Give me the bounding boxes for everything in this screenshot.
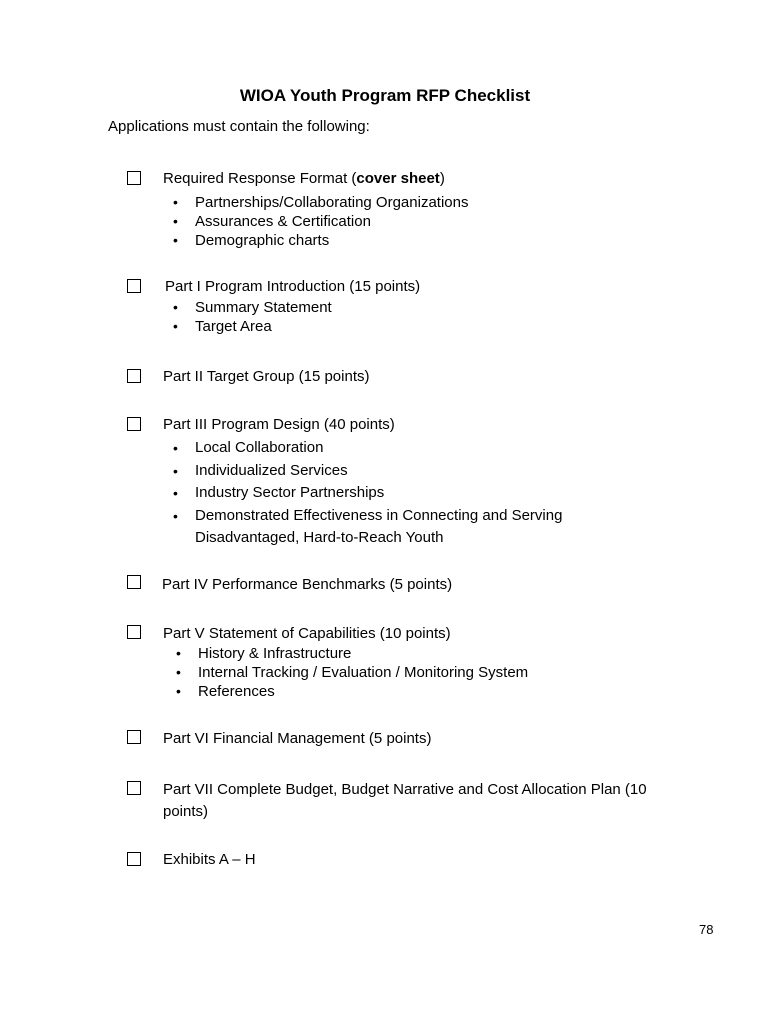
- item-label: Part IV Performance Benchmarks (5 points): [162, 576, 453, 593]
- checkbox-part-5[interactable]: [127, 625, 141, 639]
- list-item: • Industry Sector Partnerships: [163, 482, 643, 505]
- sub-list: [166, 644, 646, 701]
- item-label: [163, 168, 683, 190]
- list-item: • Demonstrated Effectiveness in Connecting and Serving Disadvantaged, Hard-to-Reach Youth: [163, 505, 595, 550]
- list-item: • Individualized Services: [163, 460, 643, 483]
- item-label: Part VI Financial Management (5 points): [163, 730, 432, 747]
- page-title: WIOA Youth Program RFP Checklist: [239, 86, 531, 105]
- list-item: • Local Collaboration: [163, 437, 643, 460]
- list-item: • Partnerships/Collaborating Organizations: [163, 193, 643, 212]
- item-label: Part II Target Group (15 points): [163, 368, 370, 385]
- list-item: • Summary Statement: [163, 298, 643, 317]
- checkbox-cover-sheet[interactable]: [127, 171, 141, 185]
- checkbox-part-2[interactable]: [127, 369, 141, 383]
- list-item: • Internal Tracking / Evaluation / Monitoring System: [166, 663, 646, 682]
- sub-list: [163, 193, 643, 250]
- checkbox-part-6[interactable]: [127, 730, 141, 744]
- sub-list: [163, 298, 643, 336]
- item-label: Part V Statement of Capabilities (10 points): [163, 625, 451, 642]
- list-item: • References: [166, 682, 646, 701]
- item-label: Part VII Complete Budget, Budget Narrative and Cost Allocation Plan (10 points): [163, 781, 647, 820]
- list-item: • Demographic charts: [163, 231, 643, 250]
- label-text: Required Response Format (: [163, 170, 357, 187]
- label-bold-text: cover sheet: [356, 170, 440, 187]
- checkbox-part-1[interactable]: [127, 279, 141, 293]
- checkbox-exhibits[interactable]: [127, 852, 141, 866]
- item-label: Part III Program Design (40 points): [163, 416, 395, 433]
- list-item: • History & Infrastructure: [166, 644, 646, 663]
- sub-list: [163, 437, 643, 550]
- page-number: 78: [699, 922, 714, 937]
- label-text: ): [439, 170, 445, 187]
- item-label: Exhibits A – H: [163, 851, 256, 868]
- intro-text: Applications must contain the following:: [108, 118, 370, 135]
- checkbox-part-3[interactable]: [127, 417, 141, 431]
- item-label: Part I Program Introduction (15 points): [165, 278, 421, 295]
- list-item: • Assurances & Certification: [163, 212, 643, 231]
- checkbox-part-4[interactable]: [127, 575, 141, 589]
- checkbox-part-7[interactable]: [127, 781, 141, 795]
- list-item: • Target Area: [163, 317, 643, 336]
